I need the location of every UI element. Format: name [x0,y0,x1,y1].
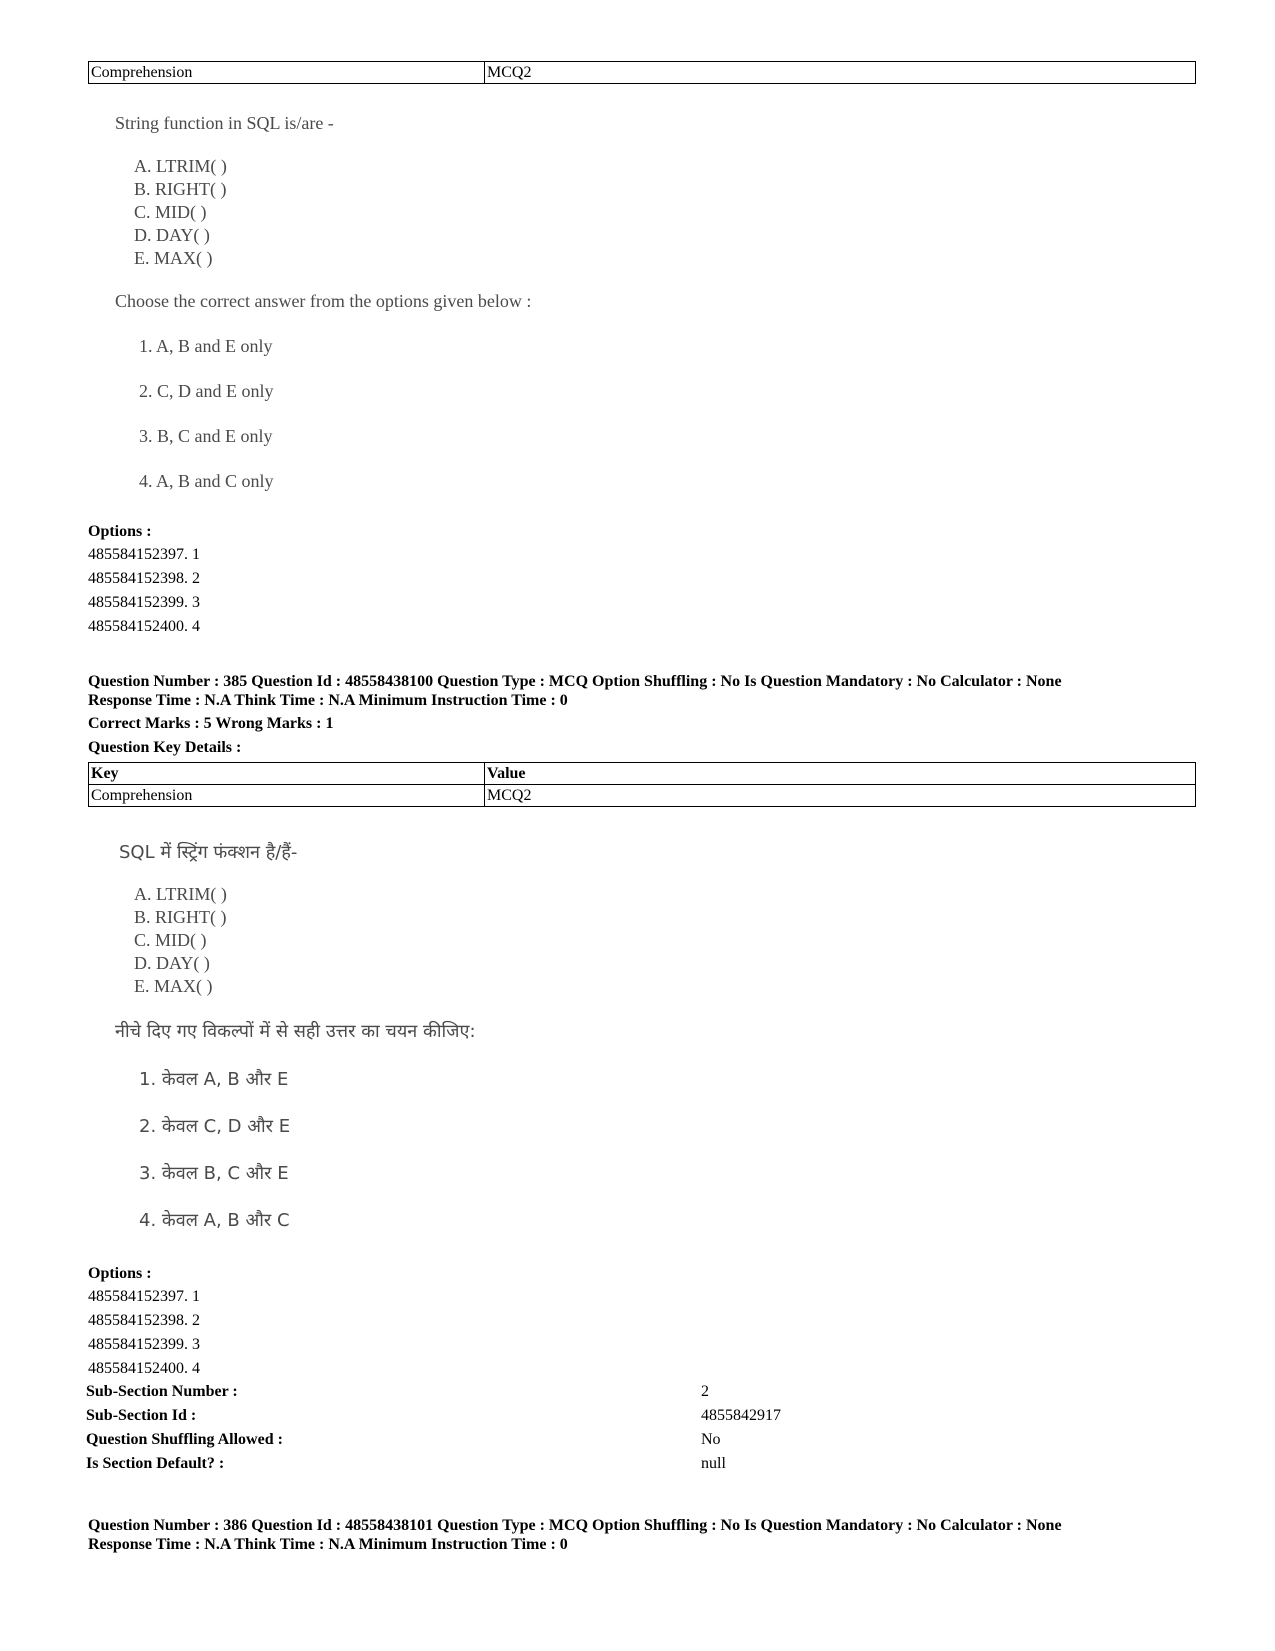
question-meta-line: Response Time : N.A Think Time : N.A Minimum Instruction Time : 0 [88,1536,568,1553]
answer-choice: 4. A, B and C only [139,471,274,491]
subsection-key: Sub-Section Id : [86,1407,197,1424]
subsection-value: No [701,1431,721,1448]
option-item: 485584152397. 1 [88,546,200,563]
column-header: Value [485,763,1196,785]
statement-item: B. RIGHT( ) [134,907,227,927]
option-item: 485584152399. 3 [88,1336,200,1353]
subsection-key: Sub-Section Number : [86,1383,238,1400]
question-stem: SQL में स्ट्रिंग फंक्शन है/हैं- [119,842,298,863]
option-item: 485584152398. 2 [88,570,200,587]
table-row [89,62,1196,84]
answer-choice: 3. केवल B, C और E [139,1163,289,1184]
value-cell: MCQ2 [485,62,1196,84]
subsection-value: 4855842917 [701,1407,781,1424]
question-meta-line: Response Time : N.A Think Time : N.A Minimum Instruction Time : 0 [88,692,568,709]
statement-item: C. MID( ) [134,930,207,950]
table-header-row [89,763,1196,785]
subsection-value: null [701,1455,726,1472]
subsection-key: Question Shuffling Allowed : [86,1431,283,1448]
question-key-table [88,762,1196,807]
option-item: 485584152400. 4 [88,1360,200,1377]
column-header: Key [89,763,485,785]
statement-item: D. DAY( ) [134,953,210,973]
answer-choice: 4. केवल A, B और C [139,1210,290,1231]
marks-line: Correct Marks : 5 Wrong Marks : 1 [88,715,334,732]
statement-item: B. RIGHT( ) [134,179,227,199]
answer-choice: 1. A, B and E only [139,336,273,356]
option-item: 485584152398. 2 [88,1312,200,1329]
option-item: 485584152397. 1 [88,1288,200,1305]
options-list [88,520,200,639]
question-meta-386 [88,1516,1208,1554]
table-row [89,785,1196,807]
statement-item: A. LTRIM( ) [134,884,227,904]
option-item: 485584152400. 4 [88,618,200,635]
subsection-value: 2 [701,1383,709,1400]
top-key-table [88,61,1196,84]
answer-choice: 1. केवल A, B और E [139,1069,289,1090]
answer-choice: 2. C, D and E only [139,381,274,401]
option-item: 485584152399. 3 [88,594,200,611]
question-meta-line: Question Number : 386 Question Id : 48558438101 Question Type : MCQ Option Shuffling : No Is Question Mandatory : No Calculator : None [88,1517,1062,1534]
question-meta-line: Question Number : 385 Question Id : 48558438100 Question Type : MCQ Option Shuffling : No Is Question Mandatory : No Calculator : None [88,673,1062,690]
statement-item: E. MAX( ) [134,248,213,268]
options-title: Options : [88,523,152,540]
question-meta-385 [88,672,1208,710]
statement-item: C. MID( ) [134,202,207,222]
statement-item: E. MAX( ) [134,976,213,996]
answer-choice: 2. केवल C, D और E [139,1116,291,1137]
question-stem: String function in SQL is/are - [115,113,334,133]
options-list [88,1262,200,1381]
instruction-text: Choose the correct answer from the options given below : [115,291,532,311]
key-cell: Comprehension [89,785,485,807]
instruction-text: नीचे दिए गए विकल्पों में से सही उत्तर का चयन कीजिए: [115,1021,476,1042]
subsection-key: Is Section Default? : [86,1455,225,1472]
statement-item: D. DAY( ) [134,225,210,245]
key-details-label: Question Key Details : [88,739,242,756]
key-cell: Comprehension [89,62,485,84]
statement-item: A. LTRIM( ) [134,156,227,176]
value-cell: MCQ2 [485,785,1196,807]
answer-choice: 3. B, C and E only [139,426,273,446]
options-title: Options : [88,1265,152,1282]
